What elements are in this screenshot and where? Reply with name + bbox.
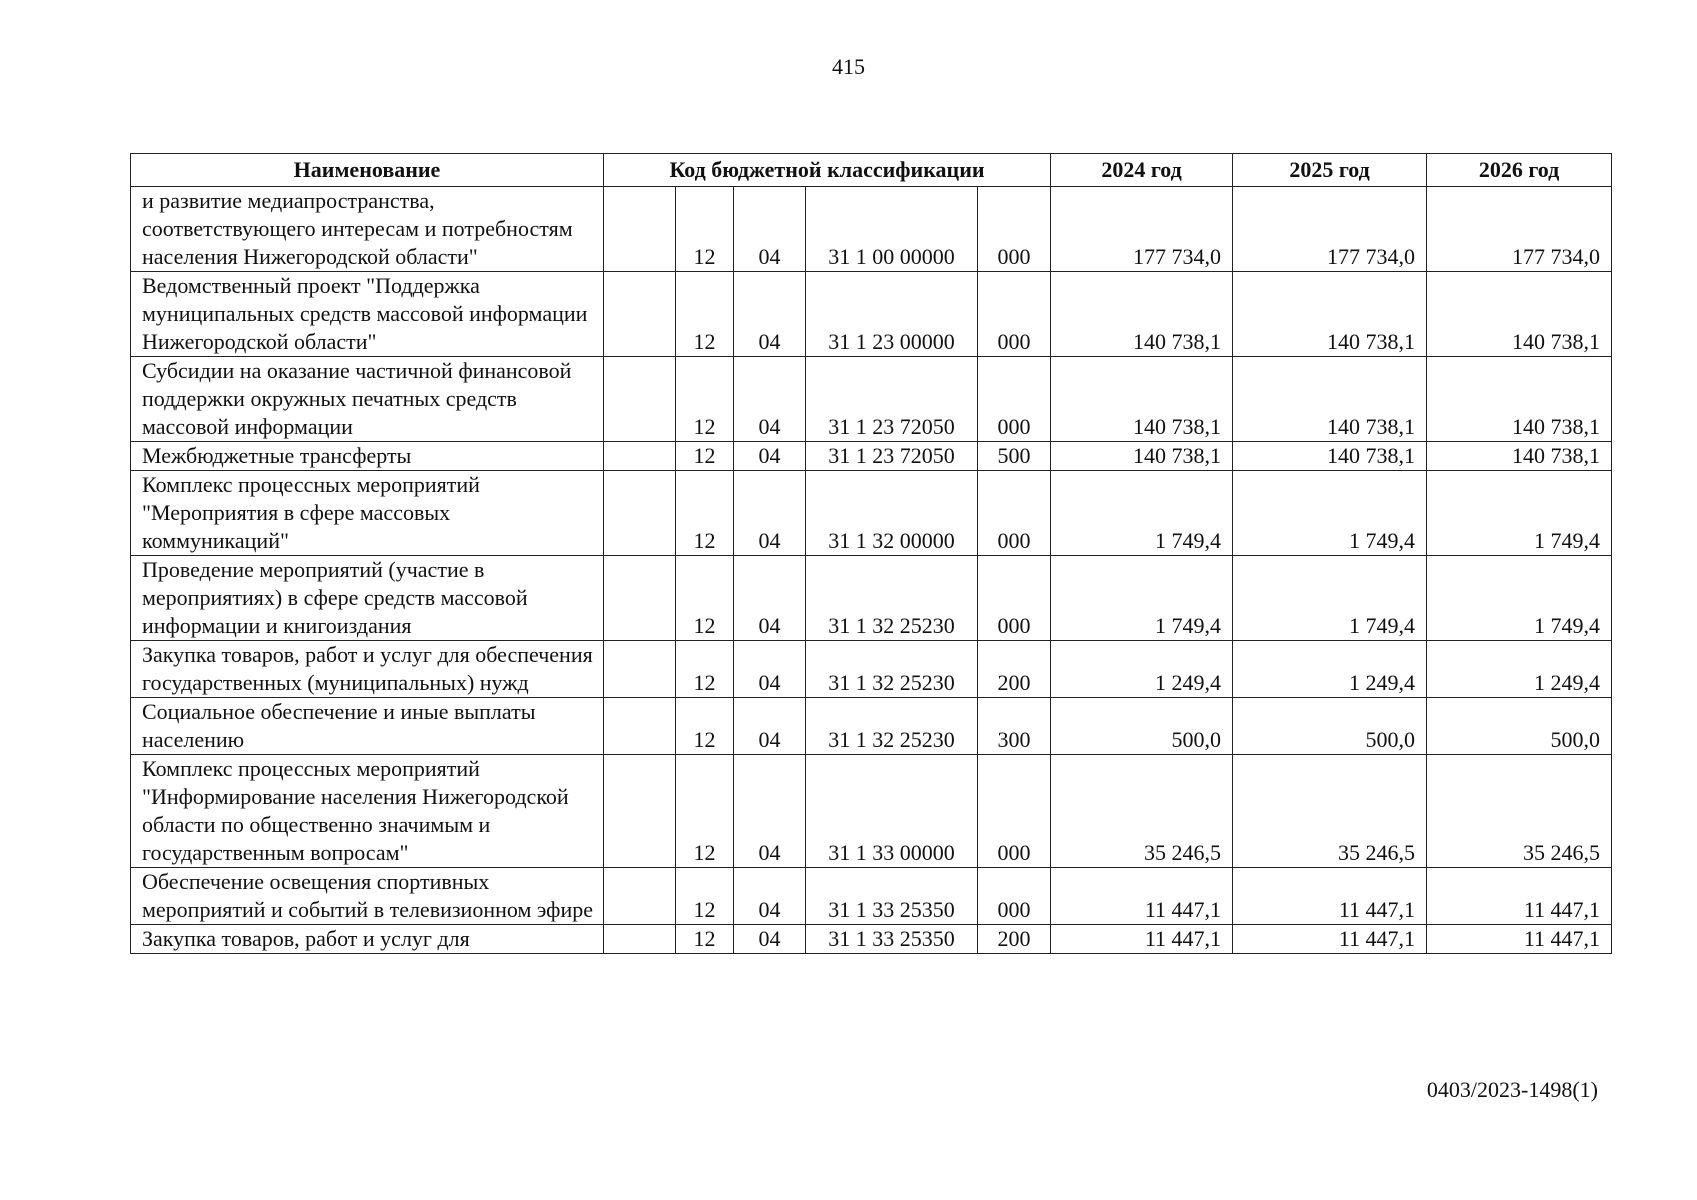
cell-expense-type: 000 [978,755,1051,868]
cell-name: Комплекс процессных мероприятий "Информирование населения Нижегородской области по общественно значимым и государственным вопросам" [131,755,604,868]
cell-2024: 177 734,0 [1051,187,1233,272]
cell-expense-type: 000 [978,868,1051,925]
cell-expense-type: 000 [978,187,1051,272]
cell-code-blank [604,272,676,357]
cell-subsection: 04 [734,442,806,471]
cell-name: Закупка товаров, работ и услуг для обеспечения государственных (муниципальных) нужд [131,641,604,698]
table-header [131,154,1612,187]
table-body [131,187,1612,954]
cell-2025: 140 738,1 [1233,357,1427,442]
cell-2026: 140 738,1 [1427,442,1612,471]
cell-section: 12 [676,556,734,641]
table-row [131,698,1612,755]
cell-2026: 140 738,1 [1427,357,1612,442]
cell-section: 12 [676,755,734,868]
cell-section: 12 [676,698,734,755]
cell-name: Социальное обеспечение и иные выплаты населению [131,698,604,755]
cell-subsection: 04 [734,698,806,755]
cell-target-article: 31 1 32 00000 [806,471,978,556]
table-row [131,556,1612,641]
header-code: Код бюджетной классификации [604,154,1051,187]
cell-2025: 500,0 [1233,698,1427,755]
cell-target-article: 31 1 33 25350 [806,868,978,925]
cell-subsection: 04 [734,925,806,954]
header-2024: 2024 год [1051,154,1233,187]
table-row [131,868,1612,925]
cell-name: Обеспечение освещения спортивных мероприятий и событий в телевизионном эфире [131,868,604,925]
cell-expense-type: 300 [978,698,1051,755]
cell-section: 12 [676,187,734,272]
cell-subsection: 04 [734,357,806,442]
cell-section: 12 [676,471,734,556]
cell-section: 12 [676,442,734,471]
cell-section: 12 [676,641,734,698]
table-row [131,641,1612,698]
cell-name: Субсидии на оказание частичной финансовой поддержки окружных печатных средств массовой информации [131,357,604,442]
cell-2025: 1 249,4 [1233,641,1427,698]
cell-code-blank [604,357,676,442]
cell-2026: 1 249,4 [1427,641,1612,698]
cell-2024: 1 249,4 [1051,641,1233,698]
cell-2025: 11 447,1 [1233,925,1427,954]
cell-2026: 11 447,1 [1427,925,1612,954]
cell-target-article: 31 1 23 00000 [806,272,978,357]
cell-2026: 1 749,4 [1427,471,1612,556]
budget-table [130,153,1612,954]
cell-name: Комплекс процессных мероприятий "Мероприятия в сфере массовых коммуникаций" [131,471,604,556]
cell-target-article: 31 1 23 72050 [806,442,978,471]
cell-expense-type: 000 [978,471,1051,556]
cell-target-article: 31 1 32 25230 [806,641,978,698]
cell-code-blank [604,556,676,641]
cell-2025: 177 734,0 [1233,187,1427,272]
cell-name: и развитие медиапространства, соответствующего интересам и потребностям населения Нижегородской области" [131,187,604,272]
cell-expense-type: 000 [978,556,1051,641]
cell-expense-type: 000 [978,272,1051,357]
table-row [131,755,1612,868]
cell-section: 12 [676,868,734,925]
cell-subsection: 04 [734,868,806,925]
cell-code-blank [604,187,676,272]
document-id: 0403/2023-1498(1) [1426,1077,1598,1102]
header-2026: 2026 год [1427,154,1612,187]
cell-2025: 140 738,1 [1233,272,1427,357]
cell-2024: 500,0 [1051,698,1233,755]
cell-code-blank [604,868,676,925]
header-2025: 2025 год [1233,154,1427,187]
cell-code-blank [604,755,676,868]
cell-subsection: 04 [734,187,806,272]
cell-expense-type: 200 [978,641,1051,698]
cell-subsection: 04 [734,755,806,868]
cell-subsection: 04 [734,471,806,556]
cell-2024: 35 246,5 [1051,755,1233,868]
cell-name: Межбюджетные трансферты [131,442,604,471]
table-row [131,925,1612,954]
cell-2024: 11 447,1 [1051,925,1233,954]
cell-2026: 140 738,1 [1427,272,1612,357]
cell-code-blank [604,442,676,471]
cell-expense-type: 000 [978,357,1051,442]
cell-2025: 1 749,4 [1233,556,1427,641]
table-row [131,471,1612,556]
cell-name: Проведение мероприятий (участие в мероприятиях) в сфере средств массовой информации и книгоиздания [131,556,604,641]
cell-target-article: 31 1 33 25350 [806,925,978,954]
table-row [131,272,1612,357]
cell-code-blank [604,698,676,755]
cell-code-blank [604,471,676,556]
table-row [131,187,1612,272]
table-row [131,442,1612,471]
cell-2024: 1 749,4 [1051,471,1233,556]
cell-subsection: 04 [734,272,806,357]
cell-name: Закупка товаров, работ и услуг для [131,925,604,954]
cell-target-article: 31 1 32 25230 [806,698,978,755]
cell-2026: 35 246,5 [1427,755,1612,868]
cell-expense-type: 500 [978,442,1051,471]
cell-code-blank [604,925,676,954]
cell-2024: 11 447,1 [1051,868,1233,925]
cell-target-article: 31 1 33 00000 [806,755,978,868]
cell-target-article: 31 1 23 72050 [806,357,978,442]
cell-section: 12 [676,357,734,442]
cell-2025: 140 738,1 [1233,442,1427,471]
cell-name: Ведомственный проект "Поддержка муниципальных средств массовой информации Нижегородской области" [131,272,604,357]
cell-section: 12 [676,272,734,357]
header-name: Наименование [131,154,604,187]
cell-2026: 11 447,1 [1427,868,1612,925]
table-row [131,357,1612,442]
cell-2025: 11 447,1 [1233,868,1427,925]
cell-subsection: 04 [734,556,806,641]
header-row [131,154,1612,187]
cell-code-blank [604,641,676,698]
cell-subsection: 04 [734,641,806,698]
cell-2024: 1 749,4 [1051,556,1233,641]
cell-2025: 1 749,4 [1233,471,1427,556]
cell-2024: 140 738,1 [1051,442,1233,471]
cell-2026: 500,0 [1427,698,1612,755]
cell-section: 12 [676,925,734,954]
cell-2026: 177 734,0 [1427,187,1612,272]
cell-2024: 140 738,1 [1051,272,1233,357]
cell-target-article: 31 1 00 00000 [806,187,978,272]
cell-2024: 140 738,1 [1051,357,1233,442]
cell-2025: 35 246,5 [1233,755,1427,868]
page-number: 415 [832,54,865,79]
cell-2026: 1 749,4 [1427,556,1612,641]
cell-expense-type: 200 [978,925,1051,954]
cell-target-article: 31 1 32 25230 [806,556,978,641]
